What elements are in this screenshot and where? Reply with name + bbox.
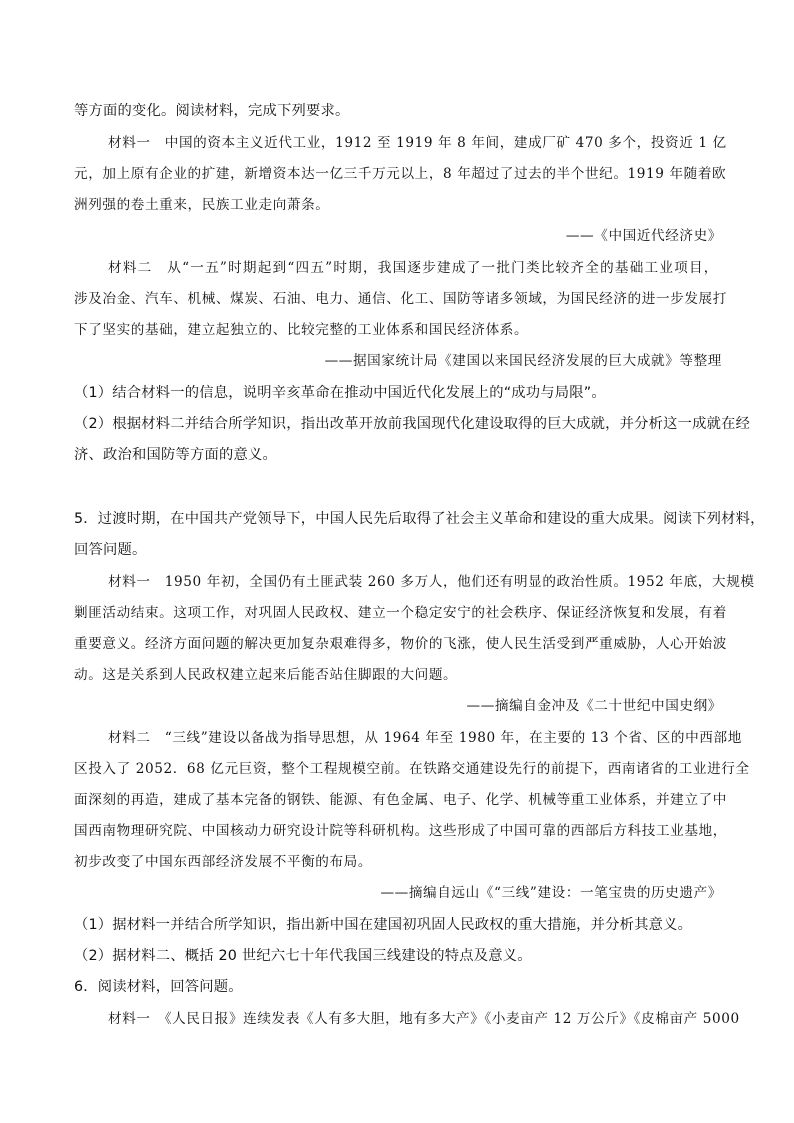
q5-material2-line1: 材料二 “三线”建设以备战为指导思想，从 1964 年至 1980 年，在主要的 13 个省、区的中西部地 bbox=[108, 730, 742, 746]
q4-question2-line2: 济、政治和国防等方面的意义。 bbox=[74, 447, 277, 463]
q4-material1-source: ——《中国近代经济史》 bbox=[565, 228, 722, 244]
q4-material1-line1: 材料一 中国的资本主义近代工业，1912 至 1919 年 8 年间，建成厂矿 470 多个，投资近 1 亿 bbox=[108, 135, 727, 151]
q4-question1: （1）结合材料一的信息，说明辛亥革命在推动中国近代化发展上的“成功与局限”。 bbox=[74, 385, 606, 401]
q5-question2: （2）据材料二、概括 20 世纪六七十年代我国三线建设的特点及意义。 bbox=[74, 948, 532, 964]
q4-material2-line3: 下了坚实的基础，建立起独立的、比较完整的工业体系和国民经济体系。 bbox=[74, 322, 529, 338]
q5-material1-line1: 材料一 1950 年初，全国仍有土匪武装 260 多万人，他们还有明显的政治性质。1952 年底，大规模 bbox=[108, 574, 755, 590]
intro-line: 等方面的变化。阅读材料，完成下列要求。 bbox=[74, 103, 350, 119]
q4-question2-line1: （2）根据材料二并结合所学知识，指出改革开放前我国现代化建设取得的巨大成就，并分析这一成就在经 bbox=[74, 416, 751, 432]
q6-material1-line1: 材料一 《人民日报》连续发表《人有多大胆，地有多大产》《小麦亩产 12 万公斤》《皮棉亩产 5000 bbox=[108, 1011, 740, 1027]
q5-stem-line2: 回答问题。 bbox=[74, 542, 147, 558]
q4-material1-line2: 元，加上原有企业的扩建，新增资本达一亿三千万元以上，8 年超过了过去的半个世纪。1919 年随着欧 bbox=[74, 166, 727, 182]
q5-material2-line5: 初步改变了中国东西部经济发展不平衡的布局。 bbox=[74, 854, 373, 870]
q5-material1-line4: 动。这是关系到人民政权建立起来后能否站住脚跟的大问题。 bbox=[74, 667, 458, 683]
q5-material2-line4: 国西南物理研究院、中国核动力研究设计院等科研机构。这些形成了中国可靠的西部后方科技工业基地， bbox=[74, 823, 727, 839]
q4-material2-line1: 材料二 从“一五”时期起到“四五”时期，我国逐步建成了一批门类比较齐全的基础工业项目， bbox=[108, 260, 718, 276]
q5-question1: （1）据材料一并结合所学知识，指出新中国在建国初巩固人民政权的重大措施，并分析其意义。 bbox=[74, 917, 693, 933]
q5-material1-source: ——摘编自金冲及《二十世纪中国史纲》 bbox=[466, 698, 722, 714]
q6-stem: 6．阅读材料，回答问题。 bbox=[74, 979, 243, 995]
q4-material1-line3: 洲列强的卷土重来，民族工业走向萧条。 bbox=[74, 197, 330, 213]
q5-material2-source: ——摘编自远山《“三线”建设：一笔宝贵的历史遗产》 bbox=[380, 885, 722, 901]
q5-material1-line2: 剿匪活动结束。这项工作，对巩固人民政权、建立一个稳定安宁的社会秩序、保证经济恢复和发展，有着 bbox=[74, 605, 727, 621]
q5-material1-line3: 重要意义。经济方面问题的解决更加复杂艰难得多，物价的飞涨，使人民生活受到严重威胁，人心开始波 bbox=[74, 636, 727, 652]
q4-material2-source: ——据国家统计局《建国以来国民经济发展的巨大成就》等整理 bbox=[324, 353, 722, 369]
q5-material2-line3: 面深刻的再造，建成了基本完备的钢铁、能源、有色金属、电子、化学、机械等重工业体系，并建立了中 bbox=[74, 792, 727, 808]
q4-material2-line2: 涉及冶金、汽车、机械、煤炭、石油、电力、通信、化工、国防等诸多领域，为国民经济的进一步发展打 bbox=[74, 291, 727, 307]
q5-stem-line1: 5．过渡时期，在中国共产党领导下，中国人民先后取得了社会主义革命和建设的重大成果。阅读下列材料， bbox=[74, 511, 765, 527]
q5-material2-line2: 区投入了 2052．68 亿元巨资，整个工程规模空前。在铁路交通建设先行的前提下，西南诸省的工业进行全 bbox=[74, 761, 750, 777]
